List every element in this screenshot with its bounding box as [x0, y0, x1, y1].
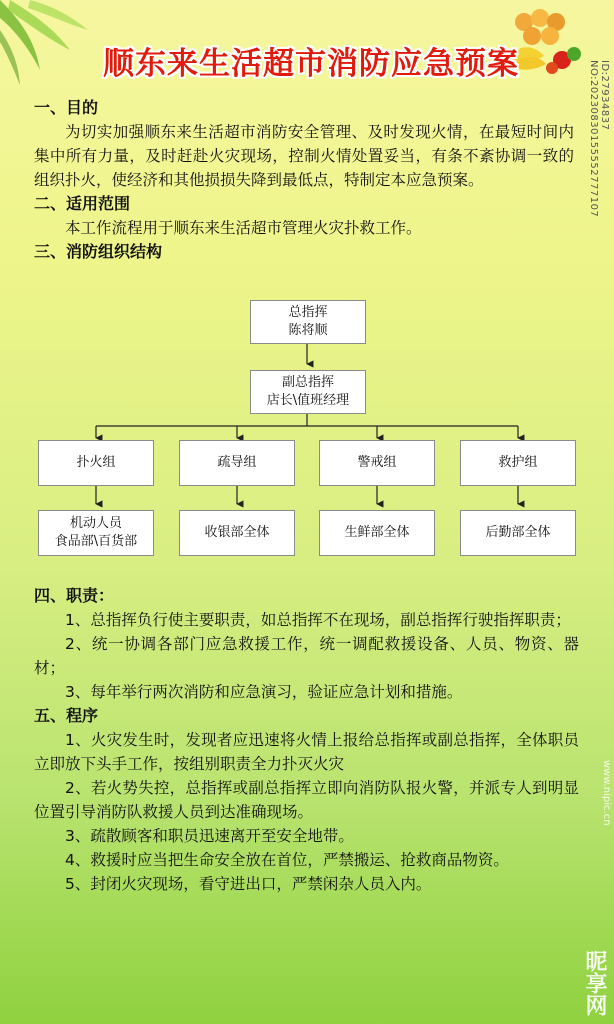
group-box	[319, 440, 435, 486]
watermark-url: www.nipic.cn	[601, 760, 612, 826]
bamboo-leaves-decoration	[0, 0, 90, 90]
group-name: 疏导组	[217, 455, 257, 470]
duty-item: 2、统一协调各部门应急救援工作，统一调配救援设备、人员、物资、器材；	[34, 635, 579, 677]
page-title: 顺东来生活超市消防应急预案	[103, 46, 519, 82]
group-name: 救护组	[498, 455, 538, 470]
procedure-heading: 五、程序	[34, 706, 99, 725]
purpose-body: 为切实加强顺东来生活超市消防安全管理、及时发现火情，在最短时间内集中所有力量，及时赶赴火灾现场，控制火情处置妥当，有条不紊协调一致的组织扑火，使经济和其他损损失降到最低点，特制定本应急预案。	[34, 123, 574, 189]
members-line: 生鲜部全体	[344, 525, 410, 540]
group-name: 警戒组	[357, 455, 397, 470]
image-id-watermark: ID:27934837 NO:20230830155552777107	[588, 60, 610, 218]
members-line: 机动人员	[69, 516, 122, 531]
procedure-item: 1、火灾发生时，发现者应迅速将火情上报给总指挥或副总指挥，全体职员立即放下头手工作，按组别职责全力扑灭火灾	[34, 731, 579, 773]
members-line: 食品部\百货部	[54, 534, 138, 549]
procedure-item: 3、疏散顾客和职员迅速离开至安全地带。	[65, 827, 354, 845]
watermark-brand: 昵享网	[582, 950, 607, 1016]
group-box	[38, 440, 154, 486]
members-line: 后勤部全体	[485, 525, 551, 540]
duty-item: 3、每年举行两次消防和应急演习，验证应急计划和措施。	[65, 683, 463, 701]
procedure-item: 5、封闭火灾现场，看守进出口，严禁闲杂人员入内。	[65, 875, 432, 893]
commander-name: 陈将顺	[288, 323, 328, 338]
group-box	[460, 440, 576, 486]
group-box	[179, 440, 295, 486]
lower-content	[34, 584, 579, 896]
purpose-heading: 一、目的	[34, 98, 99, 117]
members-box	[179, 510, 295, 556]
group-name: 扑火组	[76, 455, 116, 470]
members-box	[38, 510, 154, 556]
deputy-title: 副总指挥	[281, 375, 334, 390]
members-line: 收银部全体	[204, 525, 270, 540]
org-heading: 三、消防组织结构	[34, 242, 163, 261]
procedure-item: 2、若火势失控，总指挥或副总指挥立即向消防队报火警，并派专人到明显位置引导消防队救援人员到达准确现场。	[34, 779, 579, 821]
scope-body: 本工作流程用于顺东来生活超市管理火灾扑救工作。	[65, 219, 422, 237]
procedure-item: 4、救援时应当把生命安全放在首位，严禁搬运、抢救商品物资。	[65, 851, 509, 869]
upper-content	[34, 96, 574, 264]
scope-heading: 二、适用范围	[34, 194, 131, 213]
duty-item: 1、总指挥负行使主要职责，如总指挥不在现场，副总指挥行驶指挥职责；	[65, 611, 571, 629]
org-chart	[34, 300, 579, 562]
deputy-name: 店长\值班经理	[266, 393, 350, 408]
members-box	[319, 510, 435, 556]
members-box	[460, 510, 576, 556]
deputy-box	[250, 370, 366, 414]
duties-heading: 四、职责：	[34, 586, 115, 605]
commander-box	[250, 300, 366, 344]
commander-title: 总指挥	[288, 305, 328, 320]
